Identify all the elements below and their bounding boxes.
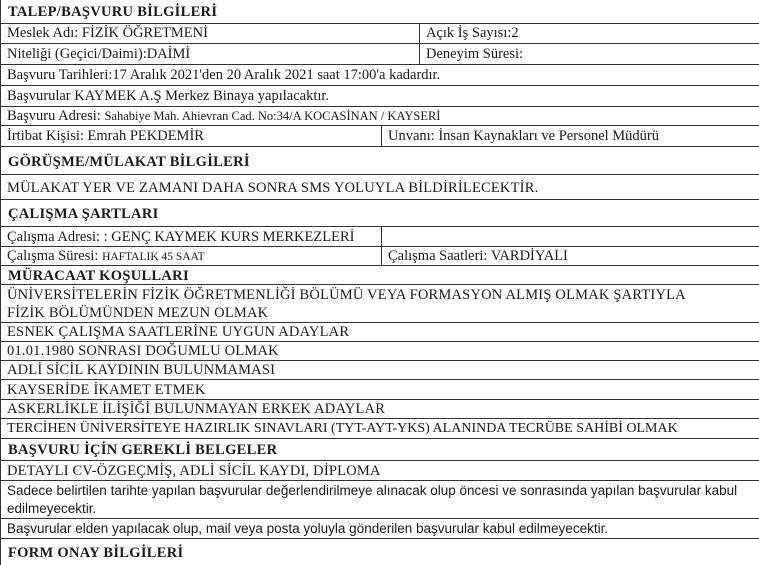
mulakat-bilgisi: MÜLAKAT YER VE ZAMANI DAHA SONRA SMS YOLUYLA BİLDİRİLECEKTİR. — [7, 180, 539, 196]
row-kosul-1 — [1, 284, 759, 322]
row-kosul-4 — [1, 360, 759, 379]
basvuru-adresi-value: Sahabiye Mah. Ahievran Cad. No:34/A KOCASİNAN / KAYSERİ — [104, 109, 441, 123]
section-title: GÖRÜŞME/MÜLAKAT BİLGİLERİ — [8, 154, 250, 170]
basvuru-yeri: Başvurular KAYMEK A.Ş Merkez Binaya yapılacaktır. — [7, 88, 330, 104]
unvani: Unvanı: İnsan Kaynakları ve Personel Müdürü — [381, 126, 759, 146]
section-header-belgeler — [1, 438, 759, 460]
row-basvuru-tarihleri — [1, 64, 759, 85]
section-header-form — [1, 538, 759, 565]
empty-cell — [381, 227, 759, 246]
kosul-item: ASKERLİKLE İLİŞİĞİ BULUNMAYAN ERKEK ADAYLAR — [7, 401, 386, 417]
kosul-item: KAYSERİDE İKAMET ETMEK — [7, 382, 206, 398]
row-belge-2 — [1, 480, 759, 518]
section-title: FORM ONAY BİLGİLERİ — [8, 545, 184, 561]
deneyim-suresi: Deneyim Süresi: — [419, 44, 759, 64]
row-kosul-6 — [1, 399, 759, 418]
kosul-item: 01.01.1980 SONRASI DOĞUMLU OLMAK — [7, 343, 279, 359]
row-meslek — [1, 23, 759, 43]
row-kosul-2 — [1, 322, 759, 341]
niteligi: Niteliği (Geçici/Daimi):DAİMİ — [7, 46, 191, 62]
row-niteligi — [1, 43, 759, 64]
section-title: BAŞVURU İÇİN GEREKLİ BELGELER — [8, 442, 278, 458]
belge-item: DETAYLI CV-ÖZGEÇMİŞ, ADLİ SİCİL KAYDI, DİPLOMA — [7, 463, 381, 479]
kosul-item: TERCİHEN ÜNİVERSİTEYE HAZIRLIK SINAVLARI (TYT-AYT-YKS) ALANINDA TECRÜBE SAHİBİ OLMAK — [7, 421, 678, 436]
belge-note: Sadece belirtilen tarihte yapılan başvurular değerlendirilmeye alınacak olup öncesi ve sonrasında yapılan başvurular kabul edilmeyecektir. — [7, 483, 738, 516]
section-header-gorusme — [1, 146, 759, 174]
row-basvuru-adresi — [1, 106, 759, 125]
calisma-adresi: Çalışma Adresi: : GENÇ KAYMEK KURS MERKEZLERİ — [7, 229, 355, 245]
section-title: TALEP/BAŞVURU BİLGİLERİ — [8, 4, 218, 20]
calisma-suresi-value: HAFTALIK 45 SAAT — [102, 251, 205, 263]
kosul-item: ADLİ SİCİL KAYDININ BULUNMAMASI — [7, 362, 276, 378]
irtibat-kisisi: İrtibat Kişisi: Emrah PEKDEMİR — [7, 128, 204, 144]
section-header-muracaat — [1, 265, 759, 284]
row-calisma-adresi — [1, 226, 759, 246]
calisma-suresi — [1, 247, 381, 265]
calisma-saatleri: Çalışma Saatleri: VARDİYALI — [381, 247, 759, 265]
kosul-item: ÜNİVERSİTELERİN FİZİK ÖĞRETMENLİĞİ BÖLÜMÜ VEYA FORMASYON ALMIŞ OLMAK ŞARTIYLA FİZİK BÖLÜMÜNDEN MEZUN OLMAK — [7, 287, 686, 321]
row-kosul-5 — [1, 379, 759, 399]
acik-is-sayisi: Açık İş Sayısı:2 — [419, 24, 759, 43]
row-mulakat — [1, 174, 759, 199]
calisma-suresi-label: Çalışma Süresi: — [7, 248, 99, 264]
row-belge-1 — [1, 460, 759, 480]
basvuru-tarihleri: Başvuru Tarihleri:17 Aralık 2021'den 20 Aralık 2021 saat 17:00'a kadardır. — [7, 67, 441, 83]
section-header-talep — [1, 0, 759, 23]
row-belge-3 — [1, 518, 759, 538]
belge-note: Başvurular elden yapılacak olup, mail veya posta yoluyla gönderilen başvurular kabul edilmeyecektir. — [7, 521, 609, 536]
basvuru-adresi-label: Başvuru Adresi: — [7, 108, 101, 124]
row-calisma-suresi — [1, 246, 759, 265]
section-title: MÜRACAAT KOŞULLARI — [8, 268, 189, 284]
section-header-calisma — [1, 199, 759, 226]
basvuru-adresi — [1, 107, 759, 125]
row-irtibat — [1, 125, 759, 146]
row-kosul-3 — [1, 341, 759, 360]
kosul-item: ESNEK ÇALIŞMA SAATLERİNE UYGUN ADAYLAR — [7, 324, 350, 340]
section-title: ÇALIŞMA ŞARTLARI — [8, 206, 159, 222]
meslek-adi: Meslek Adı: FİZİK ÖĞRETMENİ — [7, 25, 208, 41]
row-kosul-7 — [1, 418, 759, 438]
row-basvuru-yeri — [1, 85, 759, 106]
